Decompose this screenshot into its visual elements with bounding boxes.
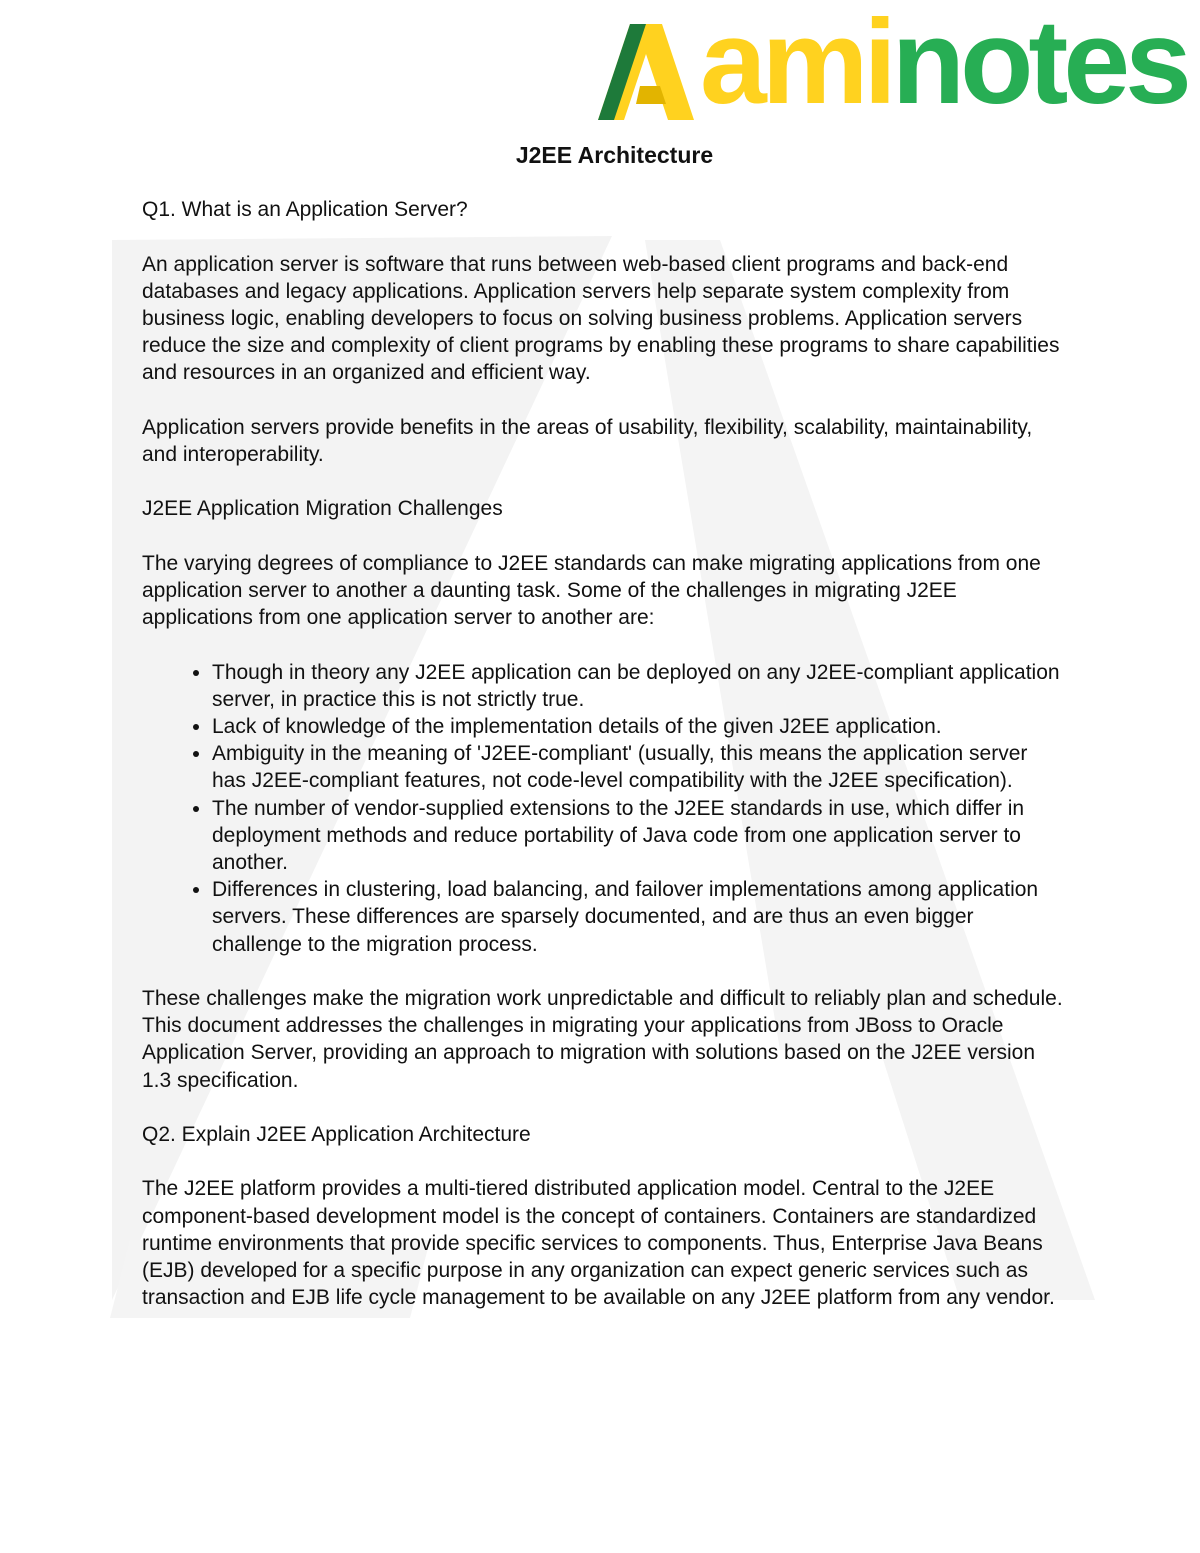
q1-paragraph-2: Application servers provide benefits in the areas of usability, flexibility, scalability, maintainability, and interoperability. <box>142 415 1033 466</box>
aminotes-logo <box>596 0 1200 129</box>
migration-heading: J2EE Application Migration Challenges <box>142 497 503 521</box>
list-item: • Ambiguity in the meaning of 'J2EE-compliant' (usually, this means the application server has J2EE-compliant features, not code-level compatibility with the J2EE specification). <box>212 740 1067 794</box>
logo-text-notes: notes <box>891 0 1187 129</box>
migration-intro: The varying degrees of compliance to J2EE standards can make migrating applications from one application server to another a daunting task. Some of the challenges in migrating J2EE applications from one application server to another are: <box>142 551 1041 630</box>
aminotes-logo-mark-icon <box>596 24 696 120</box>
page-title: J2EE Architecture <box>515 142 714 168</box>
migration-conclusion: These challenges make the migration work unpredictable and difficult to reliably plan and schedule. This document addresses the challenges in migrating your applications from JBoss to Oracle Application Server, providing an approach to migration with solutions based on the J2EE version 1.3 specification. <box>142 987 1063 1092</box>
list-item: • The number of vendor-supplied extensions to the J2EE standards in use, which differ in deployment methods and reduce portability of Java code from one application server to another. <box>212 795 1067 877</box>
logo-text-ami: ami <box>700 0 892 129</box>
challenges-list <box>142 659 1067 958</box>
document-body <box>142 142 1067 1339</box>
q1-heading: Q1. What is an Application Server? <box>142 198 468 222</box>
list-item: • Lack of knowledge of the implementation details of the given J2EE application. <box>212 713 1067 740</box>
list-item: • Though in theory any J2EE application can be deployed on any J2EE-compliant application server, in practice this is not strictly true. <box>212 659 1067 713</box>
q2-heading: Q2. Explain J2EE Application Architecture <box>142 1123 531 1146</box>
q2-paragraph: The J2EE platform provides a multi-tiered distributed application model. Central to the J2EE component-based development model is the concept of containers. Containers are standardized runtime environments that provide specific services to components. Thus, Enterprise Java Beans (EJB) developed for a specific purpose in any organization can expect generic services such as transaction and EJB life cycle management to be available on any J2EE platform from any vendor. <box>142 1177 1055 1310</box>
list-item: • Differences in clustering, load balancing, and failover implementations among application servers. These differences are sparsely documented, and are thus an even bigger challenge to the migration process. <box>212 876 1067 958</box>
aminotes-wordmark <box>700 0 1187 129</box>
q1-paragraph-1: An application server is software that runs between web-based client programs and back-end databases and legacy applications. Application servers help separate system complexity from business logic, enabling developers to focus on solving business problems. Application servers reduce the size and complexity of client programs by enabling these programs to share capabilities and resources in an organized and efficient way. <box>142 252 1060 385</box>
